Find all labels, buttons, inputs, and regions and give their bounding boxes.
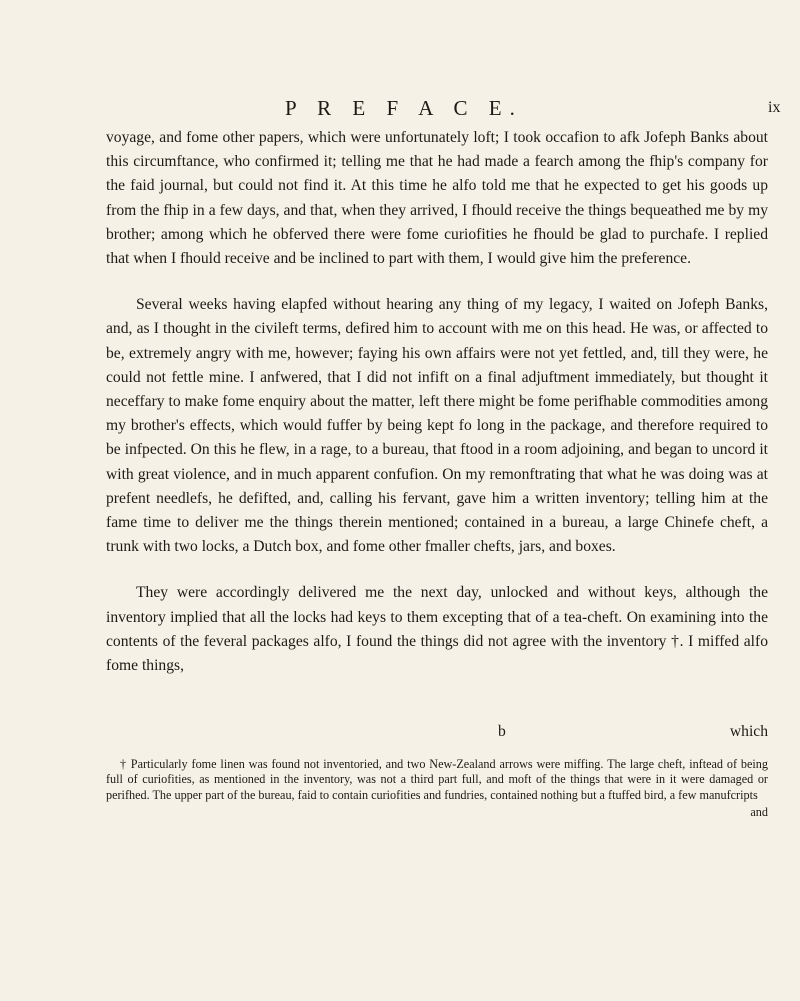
page-number: ix — [768, 99, 781, 116]
page-title: P R E F A C E. — [285, 96, 523, 120]
footnote-catchword: and — [750, 805, 768, 819]
running-header — [0, 96, 800, 126]
signature-mark: b — [498, 723, 506, 740]
paragraph: voyage, and fome other papers, which were unfortunately loft; I took occafion to afk Jofeph Banks about this circumftance, who confirmed it; telling me that he had made a fearch among the fhip's company for the faid journal, but could not find it. At this time he alfo told me that he expected to get his goods up from the fhip in a few days, and that, when they arrived, I fhould receive the things bequeathed me by my brother; among which he obferved there were fome curiofities he fhould be glad to purchafe. I replied that when I fhould receive and be inclined to part with them, I would give him the preference. — [106, 129, 768, 268]
footnote-mark: † — [120, 757, 127, 771]
paragraph: They were accordingly delivered me the next day, unlocked and without keys, although the inventory implied that all the locks had keys to them excepting that of a tea-cheft. On examining into the contents of the feveral packages alfo, I found the things did not agree with the inventory †. I miffed alfo fome things, — [106, 584, 768, 675]
footnote-text: Particularly fome linen was found not inventoried, and two New-Zealand arrows were miffing. The large cheft, inftead of being full of curiofities, as mentioned in the inventory, was not a third part full, and moft of the things that were in it were damaged or perifhed. The upper part of the bureau, faid to contain curiofities and fundries, contained nothing but a ftuffed bird, a few manufcripts — [106, 757, 768, 802]
footnote — [106, 757, 768, 803]
signature-line — [106, 723, 768, 747]
body-text — [106, 126, 768, 678]
catchword: which — [729, 723, 768, 740]
paragraph: Several weeks having elapfed without hearing any thing of my legacy, I waited on Jofeph Banks, and, as I thought in the civileft terms, defired him to account with me on this head. He was, or affected to be, extremely angry with me, however; faying his own affairs were not yet fettled, and, till they were, he could not fettle mine. I anfwered, that I did not infift on a final adjuftment immediately, but thought it neceffary to make fome enquiry about the matter, left there might be fome perifhable commodities among my brother's effects, which would fuffer by being kept fo long in the package, and therefore required to be infpected. On this he flew, in a rage, to a bureau, that ftood in a room adjoining, and began to uncord it with great violence, and in much apparent confufion. On my remonftrating that what he was doing was at prefent needlefs, he defifted, and, calling his fervant, gave him a written inventory; telling him at the fame time to deliver me the things therein mentioned; contained in a bureau, a large Chinefe cheft, a trunk with two locks, a Dutch box, and fome other fmaller chefts, jars, and boxes. — [106, 296, 768, 556]
